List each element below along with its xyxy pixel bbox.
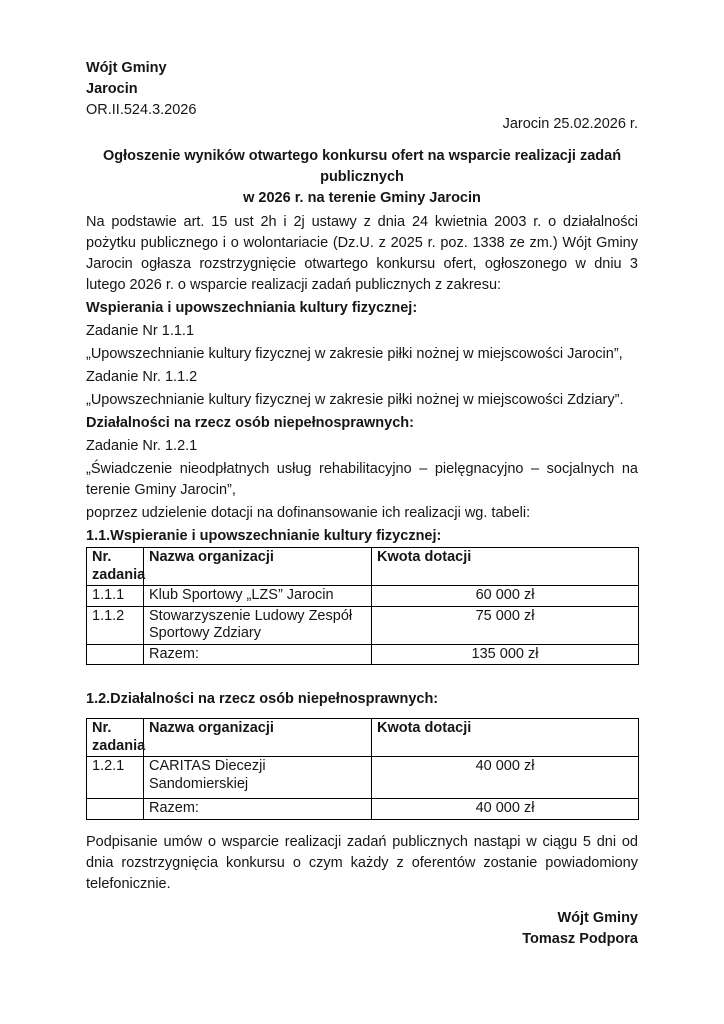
document-title	[86, 146, 638, 209]
sender-name: Wójt Gminy	[86, 60, 167, 76]
organization-cell: CARITAS Diecezji Sandomierskiej	[144, 757, 372, 799]
task-1-1-1-description: „Upowszechnianie kultury fizycznej w zakresie piłki nożnej w miejscowości Jarocin”,	[86, 346, 623, 362]
sender-city: Jarocin	[86, 81, 138, 97]
table-2-heading: 1.2.Działalności na rzecz osób niepełnosprawnych:	[86, 691, 439, 707]
task-1-2-1-label: Zadanie Nr. 1.2.1	[86, 438, 198, 454]
empty-cell	[87, 799, 144, 820]
organization-cell: Klub Sportowy „LZS” Jarocin	[144, 586, 372, 607]
col-header-amount: Kwota dotacji	[372, 548, 639, 586]
col-header-task-number: Nr. zadania	[87, 548, 144, 586]
task-1-1-2-label: Zadanie Nr. 1.1.2	[86, 369, 198, 385]
total-row	[87, 644, 639, 665]
empty-cell	[87, 644, 144, 665]
task-number-cell: 1.2.1	[87, 757, 144, 799]
place-and-date: Jarocin 25.02.2026 r.	[502, 116, 638, 132]
table-row	[87, 586, 639, 607]
grants-intro-line: poprzez udzielenie dotacji na dofinansowanie ich realizacji wg. tabeli:	[86, 505, 531, 521]
task-number-cell: 1.1.1	[87, 586, 144, 607]
reference-number: OR.II.524.3.2026	[86, 102, 197, 118]
amount-cell: 75 000 zł	[372, 606, 639, 644]
signature-block	[86, 908, 638, 950]
table-header-row	[87, 719, 639, 757]
title-line-2: w 2026 r. na terenie Gminy Jarocin	[243, 190, 481, 206]
table-header-row	[87, 548, 639, 586]
letterhead	[86, 58, 638, 121]
task-1-1-1-label: Zadanie Nr 1.1.1	[86, 323, 195, 339]
col-header-organization: Nazwa organizacji	[144, 719, 372, 757]
task-number-cell: 1.1.2	[87, 606, 144, 644]
task-1-1-2-description: „Upowszechnianie kultury fizycznej w zakresie piłki nożnej w miejscowości Zdziary”.	[86, 392, 624, 408]
section-heading-culture: Wspierania i upowszechniania kultury fizycznej:	[86, 300, 418, 316]
col-header-organization: Nazwa organizacji	[144, 548, 372, 586]
closing-paragraph: Podpisanie umów o wsparcie realizacji zadań publicznych nastąpi w ciągu 5 dni od dnia rozstrzygnięcia konkursu o czym każdy z oferentów zostanie powiadomiony telefonicznie.	[86, 833, 638, 892]
signature-name: Tomasz Podpora	[522, 930, 638, 947]
total-label-cell: Razem:	[144, 799, 372, 820]
total-row	[87, 799, 639, 820]
total-amount-cell: 40 000 zł	[372, 799, 639, 820]
table-1-heading: 1.1.Wspieranie i upowszechnianie kultury fizycznej:	[86, 528, 442, 544]
title-line-1: Ogłoszenie wyników otwartego konkursu ofert na wsparcie realizacji zadań publicznych	[102, 148, 622, 185]
organization-cell: Stowarzyszenie Ludowy Zespół Sportowy Zdziary	[144, 606, 372, 644]
amount-cell: 40 000 zł	[372, 757, 639, 799]
task-1-2-1-description: „Świadczenie nieodpłatnych usług rehabilitacyjno – pielęgnacyjno – socjalnych na terenie Gminy Jarocin”,	[86, 461, 638, 498]
total-amount-cell: 135 000 zł	[372, 644, 639, 665]
grants-table-culture	[86, 547, 639, 665]
signature-role: Wójt Gminy	[557, 909, 638, 926]
section-heading-disability: Działalności na rzecz osób niepełnosprawnych:	[86, 415, 414, 431]
table-row	[87, 606, 639, 644]
grants-table-disability	[86, 718, 639, 820]
intro-paragraph: Na podstawie art. 15 ust 2h i 2j ustawy z dnia 24 kwietnia 2003 r. o działalności pożytku publicznego i o wolontariacie (Dz.U. z 2025 r. poz. 1338 ze zm.) Wójt Gminy Jarocin ogłasza rozstrzygnięcie otwartego konkursu ofert, ogłoszonego w dniu 3 lutego 2026 r. o wsparcie realizacji zadań publicznych z zakresu:	[86, 214, 638, 293]
total-label-cell: Razem:	[144, 644, 372, 665]
col-header-amount: Kwota dotacji	[372, 719, 639, 757]
col-header-task-number: Nr. zadania	[87, 719, 144, 757]
table-row	[87, 757, 639, 799]
amount-cell: 60 000 zł	[372, 586, 639, 607]
